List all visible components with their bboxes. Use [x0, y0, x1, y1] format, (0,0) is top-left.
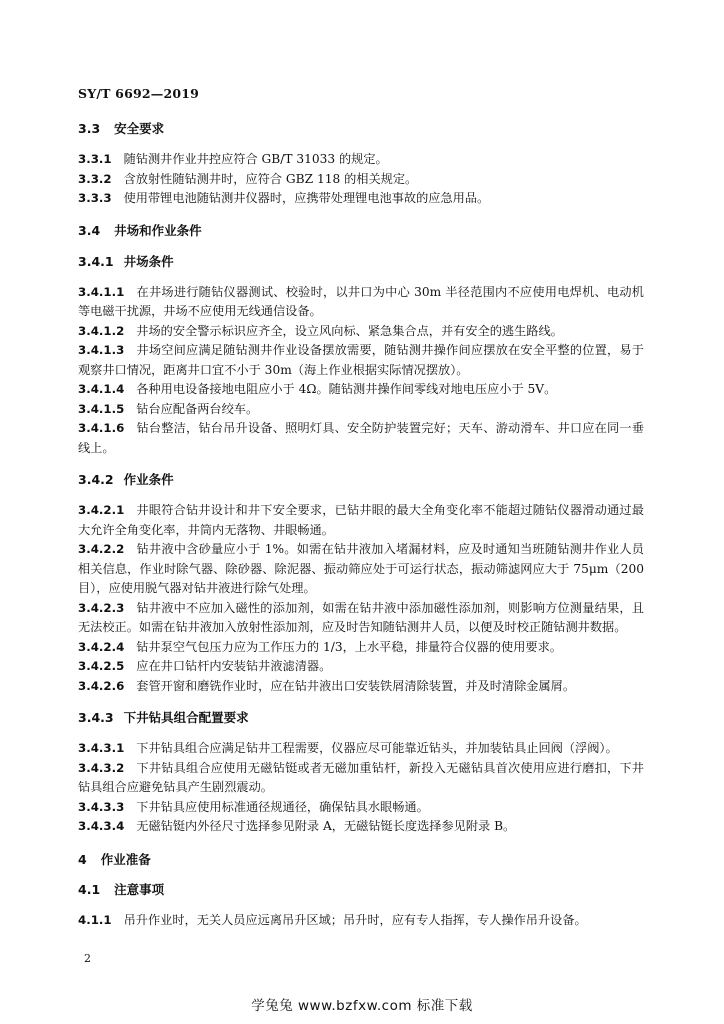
- clause-text: 在井场进行随钻仪器测试、校验时，以井口为中心 30m 半径范围内不应使用电焊机、电动机等电磁干扰源，井场不应使用无线通信设备。: [78, 284, 644, 318]
- clause-text: 无磁钻铤内外径尺寸选择参见附录 A，无磁钻铤长度选择参见附录 B。: [136, 819, 516, 833]
- clause-3-4-1-4: [78, 380, 644, 400]
- document-body: [78, 120, 644, 930]
- chapter-heading-4: [78, 851, 644, 869]
- clause-number: 3.4.2.4: [78, 639, 125, 654]
- clause-3-4-2-3: [78, 599, 644, 638]
- clause-3-3-1: [78, 150, 644, 170]
- clause-number: 3.4.2.2: [78, 542, 125, 556]
- section-title: 注意事项: [114, 881, 165, 897]
- clause-3-4-1-1: [78, 283, 644, 322]
- clause-text: 钻台整洁，钻台吊升设备、照明灯具、安全防护装置完好；天车、游动滑车、井口应在同一垂线上。: [78, 421, 644, 455]
- clause-number: 3.4.3.3: [78, 799, 125, 814]
- clause-text: 使用带锂电池随钻测井仪器时，应携带处理锂电池事故的应急用品。: [123, 191, 490, 205]
- section-title: 安全要求: [114, 121, 165, 136]
- clause-text: 钻井液中不应加入磁性的添加剂，如需在钻井液中添加磁性添加剂，则影响方位测量结果，且无法校正。如需在钻井液加入放射性添加剂，应及时告知随钻测井人员，以便及时校正随钻测井数据。: [78, 600, 644, 634]
- clause-number: 3.3.1: [78, 152, 112, 166]
- clause-3-4-3-2: [78, 759, 644, 798]
- section-number: 3.3: [78, 121, 101, 136]
- clause-number: 3.4.2.1: [78, 503, 125, 517]
- clause-text: 钻台应配备两台绞车。: [136, 401, 259, 416]
- clause-text: 井场空间应满足随钻测井作业设备摆放需要，随钻测井操作间应摆放在安全平整的位置，易于观察井口情况，距离井口宜不小于 30m（海上作业根据实际情况摆放）。: [78, 343, 644, 377]
- footer-watermark: 学兔兔 www.bzfxw.com 标准下载: [251, 998, 473, 1014]
- clause-3-4-3-3: [78, 798, 644, 818]
- clause-3-3-3: [78, 189, 644, 209]
- clause-number: 4.1.1: [78, 912, 112, 927]
- clause-number: 3.4.1.6: [78, 421, 125, 435]
- clause-text: 吊升作业时，无关人员应远离吊升区域；吊升时，应有专人指挥，专人操作吊升设备。: [123, 912, 587, 927]
- clause-number: 3.4.3.4: [78, 819, 125, 833]
- clause-3-4-1-3: [78, 341, 644, 380]
- subsection-number: 3.4.3: [78, 710, 114, 725]
- subsection-number: 3.4.1: [78, 253, 114, 269]
- standard-code-header: SY/T 6692—2019: [78, 86, 200, 101]
- section-number: 4.1: [78, 881, 101, 897]
- clause-text: 各种用电设备接地电阻应小于 4Ω。随钻测井操作间零线对地电压应小于 5V。: [136, 382, 557, 396]
- clause-text: 钻井液中含砂量应小于 1%。如需在钻井液加入堵漏材料，应及时通知当班随钻测井作业人员相关信息，作业时除气器、除砂器、除泥器、振动筛应处于可运行状态，振动筛滤网应大于 75μm（200 目），应使用脱气器对钻井液进行除气处理。: [78, 542, 644, 595]
- clause-number: 3.3.3: [78, 191, 112, 205]
- subsection-heading-3-4-1: [78, 253, 644, 271]
- clause-text: 下井钻具应使用标准通径规通径，确保钻具水眼畅通。: [136, 799, 429, 814]
- chapter-number: 4: [78, 851, 87, 867]
- chapter-title: 作业准备: [100, 851, 151, 867]
- clause-3-4-2-2: [78, 540, 644, 599]
- clause-3-4-3-1: [78, 739, 644, 759]
- clause-3-4-1-5: [78, 400, 644, 420]
- clause-3-4-3-4: [78, 817, 644, 837]
- clause-text: 井眼符合钻井设计和井下安全要求，已钻井眼的最大全角变化率不能超过随钻仪器滑动通过最大允许全角变化率，井筒内无落物、井眼畅通。: [78, 503, 644, 537]
- clause-text: 随钻测井作业井控应符合 GB/T 31033 的规定。: [123, 152, 388, 166]
- clause-4-1-1: [78, 911, 644, 931]
- subsection-heading-3-4-3: [78, 709, 644, 727]
- clause-number: 3.4.1.5: [78, 401, 125, 416]
- subsection-title: 作业条件: [123, 472, 174, 487]
- clause-text: 井场的安全警示标识应齐全，设立风向标、紧急集合点，并有安全的逃生路线。: [136, 323, 563, 338]
- subsection-title: 下井钻具组合配置要求: [123, 710, 249, 725]
- clause-number: 3.4.3.2: [78, 760, 125, 775]
- clause-text: 钻井泵空气包压力应为工作压力的 1/3，上水平稳，排量符合仪器的使用要求。: [136, 639, 562, 654]
- section-title: 井场和作业条件: [114, 222, 202, 238]
- clause-text: 套管开窗和磨铣作业时，应在钻井液出口安装铁屑清除装置，并及时清除金属屑。: [136, 678, 576, 693]
- subsection-title: 井场条件: [123, 253, 174, 269]
- section-number: 3.4: [78, 222, 101, 238]
- clause-number: 3.4.1.2: [78, 323, 125, 338]
- page-number: 2: [84, 952, 91, 965]
- clause-3-4-2-4: [78, 638, 644, 658]
- clause-text: 下井钻具组合应满足钻井工程需要，仪器应尽可能靠近钻头，并加装钻具止回阀（浮阀）。: [136, 741, 618, 755]
- clause-number: 3.4.3.1: [78, 741, 125, 755]
- section-heading-4-1: [78, 881, 644, 899]
- clause-3-4-2-5: [78, 657, 644, 677]
- clause-number: 3.3.2: [78, 171, 112, 186]
- clause-number: 3.4.2.5: [78, 659, 125, 673]
- clause-3-4-1-6: [78, 419, 644, 458]
- subsection-heading-3-4-2: [78, 471, 644, 489]
- subsection-number: 3.4.2: [78, 472, 114, 487]
- clause-number: 3.4.2.3: [78, 600, 125, 615]
- clause-3-4-2-1: [78, 501, 644, 540]
- clause-number: 3.4.2.6: [78, 678, 125, 693]
- clause-number: 3.4.1.4: [78, 382, 125, 396]
- clause-3-4-1-2: [78, 322, 644, 342]
- clause-number: 3.4.1.1: [78, 284, 125, 299]
- clause-text: 下井钻具组合应使用无磁钻铤或者无磁加重钻杆，新投入无磁钻具首次使用应进行磨扣，下井钻具组合应避免钻具产生剧烈震动。: [78, 760, 644, 794]
- clause-text: 含放射性随钻测井时，应符合 GBZ 118 的相关规定。: [123, 171, 418, 186]
- clause-3-3-2: [78, 170, 644, 190]
- clause-number: 3.4.1.3: [78, 343, 125, 357]
- clause-text: 应在井口钻杆内安装钻井液滤清器。: [136, 659, 332, 673]
- section-heading-3-3: [78, 120, 644, 138]
- section-heading-3-4: [78, 222, 644, 240]
- clause-3-4-2-6: [78, 677, 644, 697]
